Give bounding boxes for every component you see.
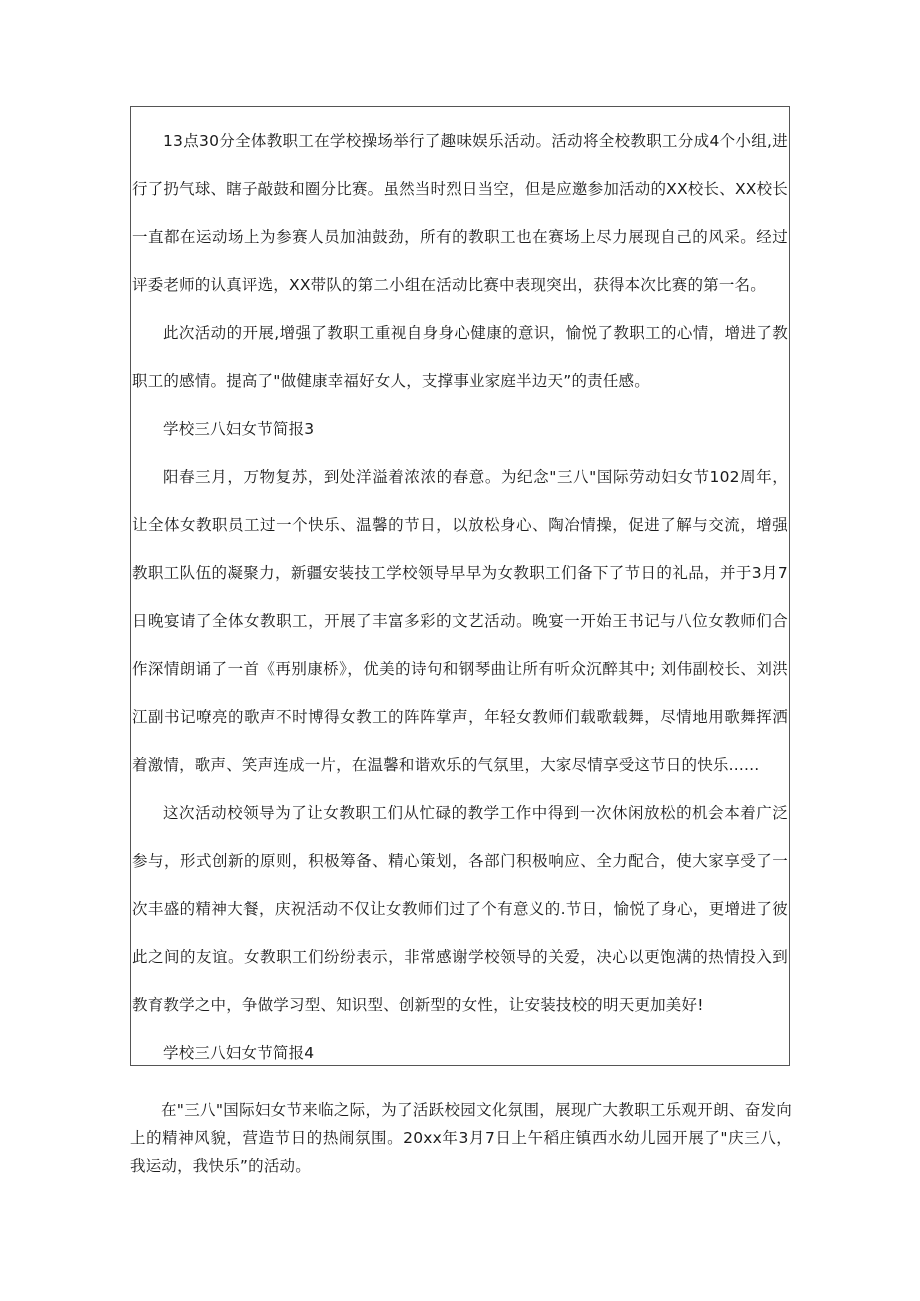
paragraph-leadership-care: 这次活动校领导为了让女教职工们从忙碌的教学工作中得到一次休闲放松的机会本着广泛参与，形式创新的原则，积极筹备、精心策划，各部门积极响应、全力配合，使大家享受了一次丰盛的精神大餐，庆祝活动不仅让女教师们过了个有意义的.节日，愉悦了身心，更增进了彼此之间的友谊。女教职工们纷纷表示，非常感谢学校领导的关爱，决心以更饱满的热情投入到教育教学之中，争做学习型、知识型、创新型的女性，让安装技校的明天更加美好! [132, 804, 788, 1014]
section-heading-report-3: 学校三八妇女节简报3 [163, 420, 315, 438]
paragraph-spring-celebration: 阳春三月，万物复苏，到处洋溢着浓浓的春意。为纪念"三八"国际劳动妇女节102周年，让全体女教职员工过一个快乐、温馨的节日，以放松身心、陶冶情操，促进了解与交流，增强教职工队伍的凝聚力，新疆安装技工学校领导早早为女教职工们备下了节日的礼品，并于3月7日晚宴请了全体女教职工，开展了丰富多彩的文艺活动。晚宴一开始王书记与八位女教师们合作深情朗诵了一首《再别康桥》，优美的诗句和钢琴曲让所有听众沉醉其中; 刘伟副校长、刘洪江副书记嘹亮的歌声不时博得女教工的阵阵掌声，年轻女教师们载歌载舞，尽情地用歌舞挥洒着激情，歌声、笑声连成一片，在温馨和谐欢乐的气氛里，大家尽情享受这节日的快乐...... [132, 468, 788, 774]
section-heading-report-4: 学校三八妇女节简报4 [163, 1044, 315, 1062]
paragraph-activity-games: 13点30分全体教职工在学校操场举行了趣味娱乐活动。活动将全校教职工分成4个小组,进行了扔气球、瞎子敲鼓和圈分比赛。虽然当时烈日当空，但是应邀参加活动的XX校长、XX校长一直都在运动场上为参赛人员加油鼓劲，所有的教职工也在赛场上尽力展现自己的风采。经过评委老师的认真评选，XX带队的第二小组在活动比赛中表现突出，获得本次比赛的第一名。 [132, 132, 788, 294]
paragraph-activity-summary: 此次活动的开展,增强了教职工重视自身身心健康的意识，愉悦了教职工的心情，增进了教职工的感情。提高了"做健康幸福好女人，支撑事业家庭半边天”的责任感。 [132, 324, 788, 390]
paragraph-kindergarten-event: 在"三八"国际妇女节来临之际，为了活跃校园文化氛围，展现广大教职工乐观开朗、奋发向上的精神风貌，营造节日的热闹氛围。20xx年3月7日上午稻庄镇西水幼儿园开展了"庆三八，我运动，我快乐”的活动。 [130, 1101, 792, 1175]
